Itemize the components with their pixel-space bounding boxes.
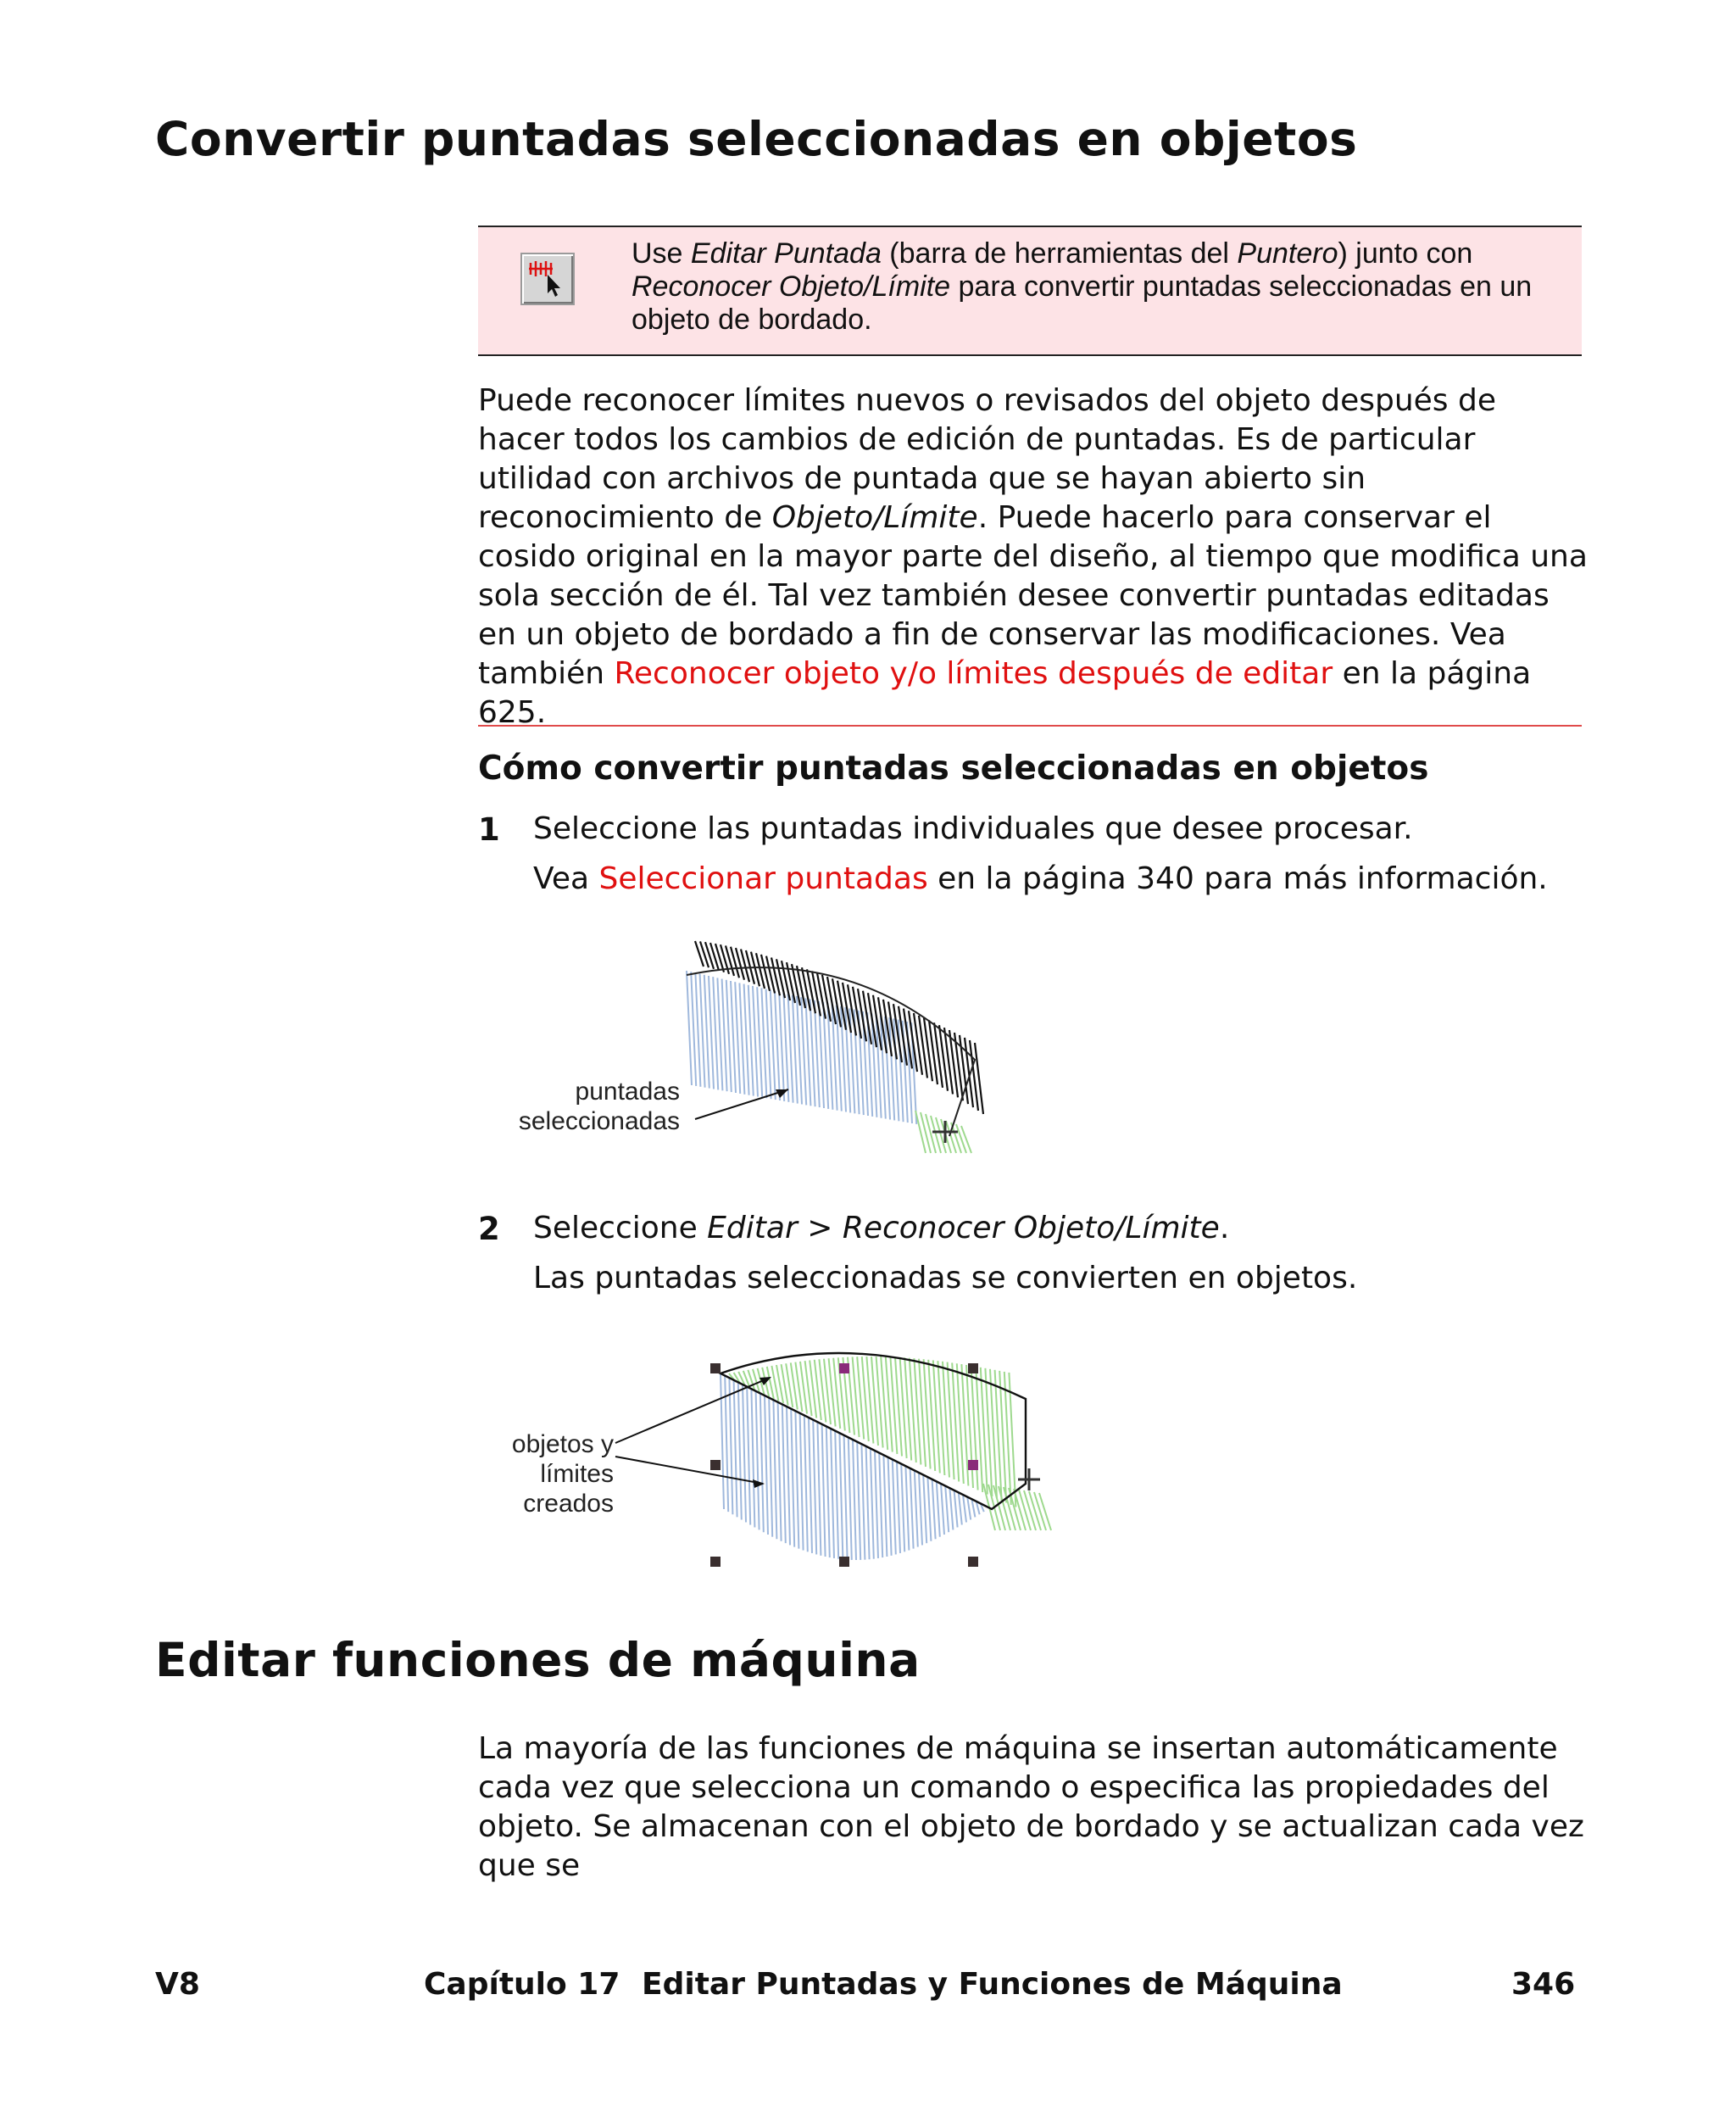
- section-divider: [478, 725, 1582, 727]
- stitch-edit-pointer-icon[interactable]: [520, 253, 575, 305]
- tip-box: [478, 226, 1582, 356]
- footer-chapter: Capítulo 17: [424, 1967, 620, 2002]
- link-seleccionar-puntadas[interactable]: Seleccionar puntadas: [598, 861, 928, 896]
- step-1-subtext: Vea Seleccionar puntadas en la página 340 para más información.: [533, 861, 1548, 896]
- tip-text: Use Editar Puntada (barra de herramientas del Puntero) junto con Reconocer Objeto/Límite para convertir puntadas seleccionadas en un objeto de bordado.: [632, 237, 1533, 336]
- step-1-text: Seleccione las puntadas individuales que desee procesar.: [533, 811, 1413, 846]
- step-2-number: 2: [478, 1211, 500, 1247]
- section-2-title: Editar funciones de máquina: [155, 1633, 921, 1687]
- intro-paragraph: Puede reconocer límites nuevos o revisados del objeto después de hacer todos los cambios de edición de puntadas. Es de particular utilidad con archivos de puntada que se hayan abierto sin reconocimiento de Objeto/Límite. Puede hacerlo para conservar el cosido original en la mayor parte del diseño, al tiempo que modifica una sola sección de él. Tal vez también desee convertir puntadas editadas en un objeto de bordado a fin de conservar las modificaciones. Vea también Reconocer objeto y/o límites después de editar en la página 625.: [478, 383, 1588, 730]
- footer-page-number: 346: [1511, 1967, 1576, 2002]
- page-title: Convertir puntadas seleccionadas en objetos: [155, 112, 1358, 166]
- footer-chapter-title: Editar Puntadas y Funciones de Máquina: [642, 1967, 1343, 2002]
- step-1-number: 1: [478, 811, 500, 848]
- figure-2-created-objects: [610, 1331, 1085, 1585]
- step-2-subtext: Las puntadas seleccionadas se convierten en objetos.: [533, 1261, 1358, 1295]
- figure-2-caption: objetos y límites creados: [511, 1430, 614, 1518]
- figure-1-caption: puntadas seleccionadas: [518, 1078, 680, 1135]
- link-reconocer-objeto[interactable]: Reconocer objeto y/o límites después de editar: [614, 656, 1333, 691]
- figure-1-selected-stitches: [670, 924, 1068, 1187]
- section-2-paragraph: La mayoría de las funciones de máquina se insertan automáticamente cada vez que selecciona un comando o especifica las propiedades del objeto. Se almacenan con el objeto de bordado y se actualizan cada vez que se: [478, 1731, 1584, 1883]
- procedure-heading: Cómo convertir puntadas seleccionadas en objetos: [478, 749, 1429, 788]
- footer-version: V8: [155, 1967, 200, 2002]
- step-2-text: Seleccione Editar > Reconocer Objeto/Límite.: [533, 1211, 1230, 1245]
